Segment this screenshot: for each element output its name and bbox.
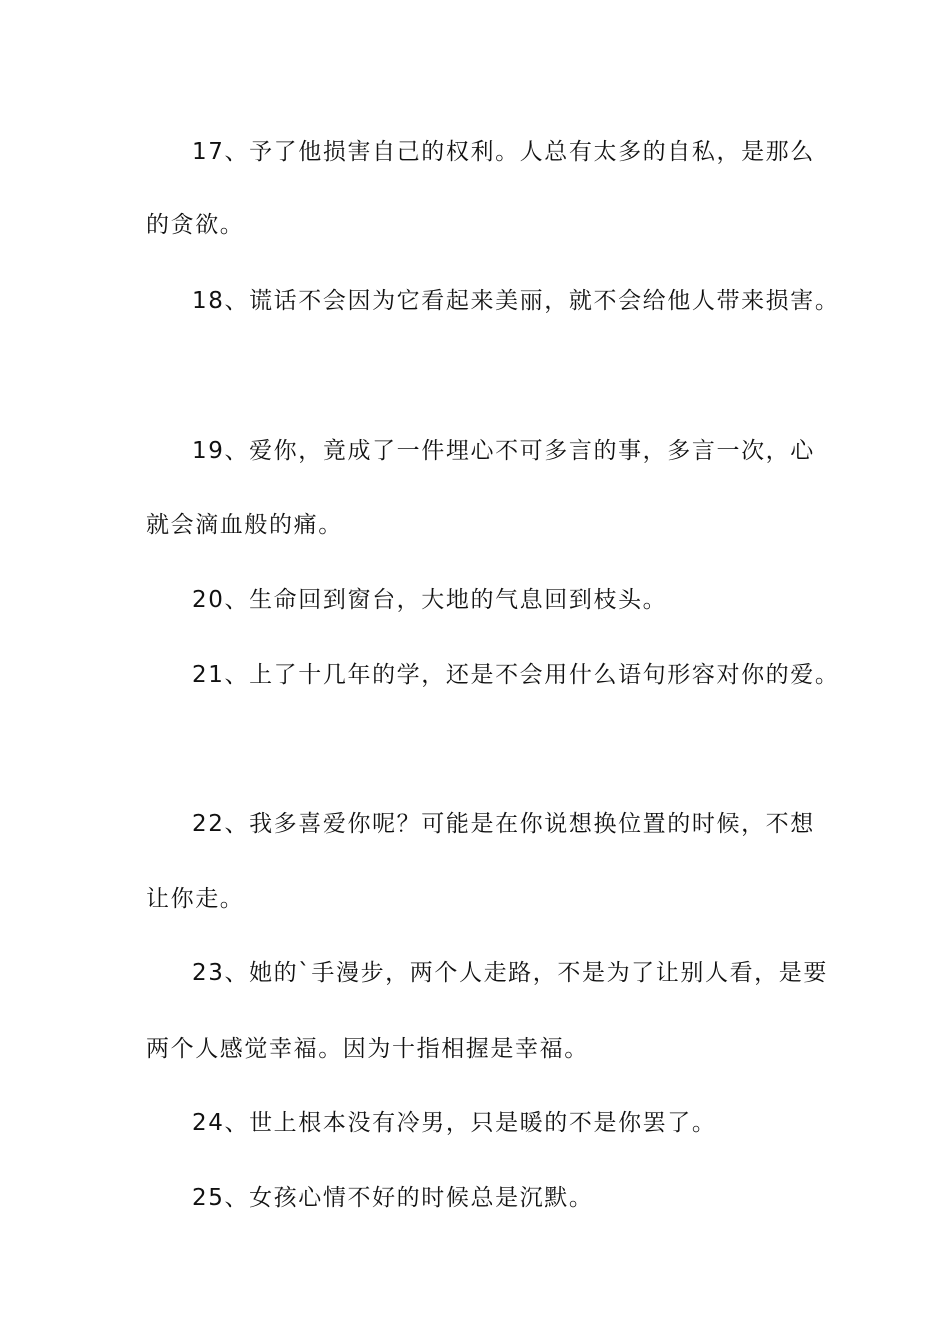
paragraph-22-line-2: 让你走。 <box>146 886 245 912</box>
paragraph-18: 18、谎话不会因为它看起来美丽，就不会给他人带来损害。 <box>192 288 840 314</box>
paragraph-20: 20、生命回到窗台，大地的气息回到枝头。 <box>192 587 668 613</box>
paragraph-17-line-2: 的贪欲。 <box>146 212 245 238</box>
paragraph-25: 25、女孩心情不好的时候总是沉默。 <box>192 1185 594 1211</box>
paragraph-19-line-2: 就会滴血般的痛。 <box>146 512 343 538</box>
paragraph-24: 24、世上根本没有冷男，只是暖的不是你罢了。 <box>192 1110 717 1136</box>
paragraph-22-line-1: 22、我多喜爱你呢？可能是在你说想换位置的时候，不想 <box>192 811 815 837</box>
paragraph-19-line-1: 19、爱你，竟成了一件埋心不可多言的事，多言一次，心 <box>192 438 815 464</box>
paragraph-23-line-1: 23、她的`手漫步，两个人走路，不是为了让别人看，是要 <box>192 960 828 986</box>
paragraph-17-line-1: 17、予了他损害自己的权利。人总有太多的自私，是那么 <box>192 139 815 165</box>
paragraph-23-line-2: 两个人感觉幸福。因为十指相握是幸福。 <box>146 1036 589 1062</box>
paragraph-21: 21、上了十几年的学，还是不会用什么语句形容对你的爱。 <box>192 662 840 688</box>
